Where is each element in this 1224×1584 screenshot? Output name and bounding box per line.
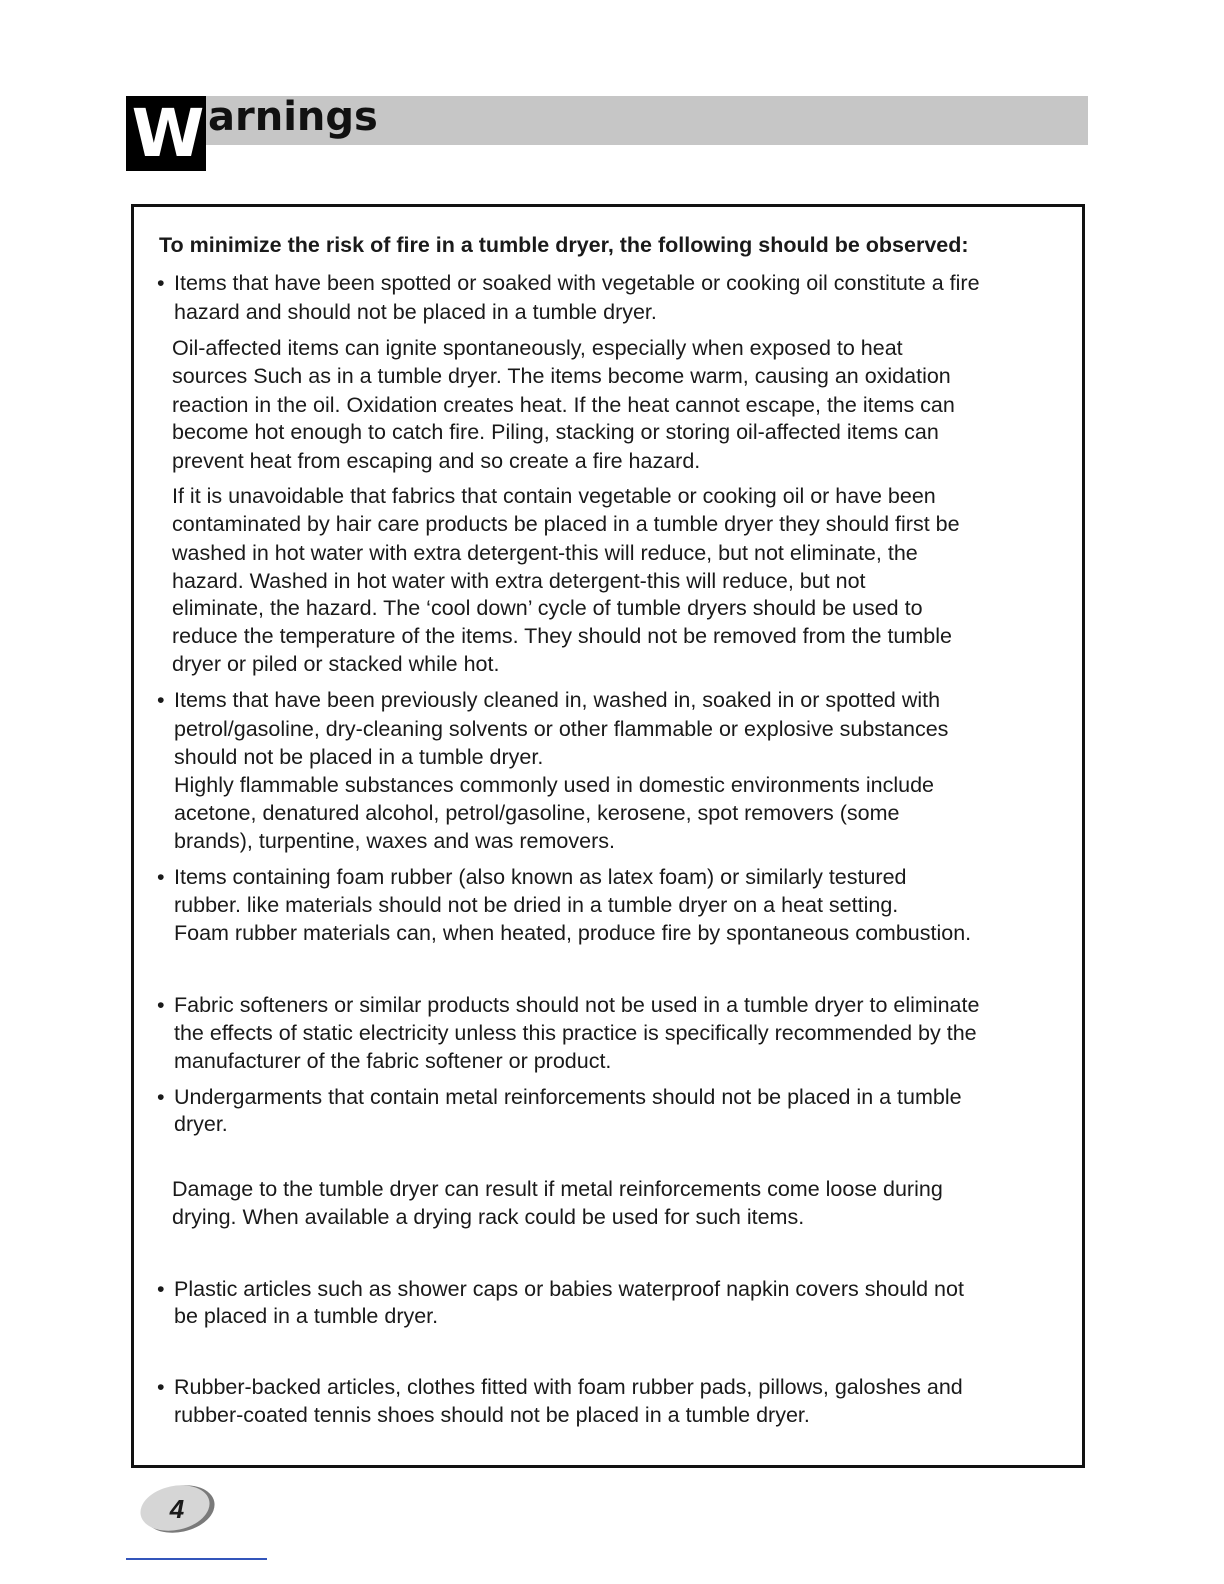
text-line: be placed in a tumble dryer. xyxy=(174,1304,439,1328)
bullet-4: • xyxy=(157,993,165,1017)
text-line: contaminated by hair care products be placed in a tumble dryer they should first be xyxy=(172,512,960,536)
bullet-3: • xyxy=(157,865,165,889)
text-line: reaction in the oil. Oxidation creates heat. If the heat cannot escape, the items can xyxy=(172,393,955,417)
bullet-5: • xyxy=(157,1085,165,1109)
text-line: rubber. like materials should not be dried in a tumble dryer on a heat setting. xyxy=(174,893,899,917)
page-title: arnings xyxy=(208,94,378,140)
text-line: Fabric softeners or similar products should not be used in a tumble dryer to eliminate xyxy=(174,993,980,1017)
text-line: Damage to the tumble dryer can result if metal reinforcements come loose during xyxy=(172,1177,943,1201)
text-line: hazard and should not be placed in a tumble dryer. xyxy=(174,300,657,324)
bullet-1: • xyxy=(157,271,165,295)
text-line: Undergarments that contain metal reinforcements should not be placed in a tumble xyxy=(174,1085,962,1109)
text-line: If it is unavoidable that fabrics that contain vegetable or cooking oil or have been xyxy=(172,484,936,508)
text-line: prevent heat from escaping and so create a fire hazard. xyxy=(172,449,701,473)
footer-rule xyxy=(126,1558,267,1560)
text-line: Rubber-backed articles, clothes fitted with foam rubber pads, pillows, galoshes and xyxy=(174,1375,963,1399)
text-line: Plastic articles such as shower caps or babies waterproof napkin covers should not xyxy=(174,1277,964,1301)
bullet-2: • xyxy=(157,688,165,712)
text-line: Items that have been spotted or soaked with vegetable or cooking oil constitute a fire xyxy=(174,271,980,295)
text-line: Oil-affected items can ignite spontaneously, especially when exposed to heat xyxy=(172,336,903,360)
text-line: brands), turpentine, waxes and was removers. xyxy=(174,829,615,853)
text-line: acetone, denatured alcohol, petrol/gasoline, kerosene, spot removers (some xyxy=(174,801,900,825)
title-initial: W xyxy=(126,96,206,171)
text-line: become hot enough to catch fire. Piling, stacking or storing oil-affected items can xyxy=(172,420,939,444)
text-line: dryer or piled or stacked while hot. xyxy=(172,652,500,676)
box-heading: To minimize the risk of fire in a tumble dryer, the following should be observed: xyxy=(159,233,969,257)
text-line: washed in hot water with extra detergent-this will reduce, but not eliminate, the xyxy=(172,541,918,565)
page-number: 4 xyxy=(169,1494,185,1524)
text-line: should not be placed in a tumble dryer. xyxy=(174,745,544,769)
text-line: reduce the temperature of the items. They should not be removed from the tumble xyxy=(172,624,952,648)
bullet-7: • xyxy=(157,1375,165,1399)
bullet-6: • xyxy=(157,1277,165,1301)
text-line: Items containing foam rubber (also known as latex foam) or similarly testured xyxy=(174,865,907,889)
text-line: Items that have been previously cleaned in, washed in, soaked in or spotted with xyxy=(174,688,941,712)
text-line: eliminate, the hazard. The ‘cool down’ cycle of tumble dryers should be used to xyxy=(172,596,923,620)
text-line: hazard. Washed in hot water with extra detergent-this will reduce, but not xyxy=(172,569,866,593)
text-line: rubber-coated tennis shoes should not be placed in a tumble dryer. xyxy=(174,1403,810,1427)
text-line: manufacturer of the fabric softener or product. xyxy=(174,1049,612,1073)
text-line: petrol/gasoline, dry-cleaning solvents or other flammable or explosive substances xyxy=(174,717,949,741)
text-line: Highly flammable substances commonly used in domestic environments include xyxy=(174,773,935,797)
text-line: the effects of static electricity unless this practice is specifically recommended by the xyxy=(174,1021,977,1045)
text-line: dryer. xyxy=(174,1112,228,1136)
text-line: Foam rubber materials can, when heated, produce fire by spontaneous combustion. xyxy=(174,921,972,945)
text-line: drying. When available a drying rack could be used for such items. xyxy=(172,1205,805,1229)
text-line: sources Such as in a tumble dryer. The items become warm, causing an oxidation xyxy=(172,364,951,388)
